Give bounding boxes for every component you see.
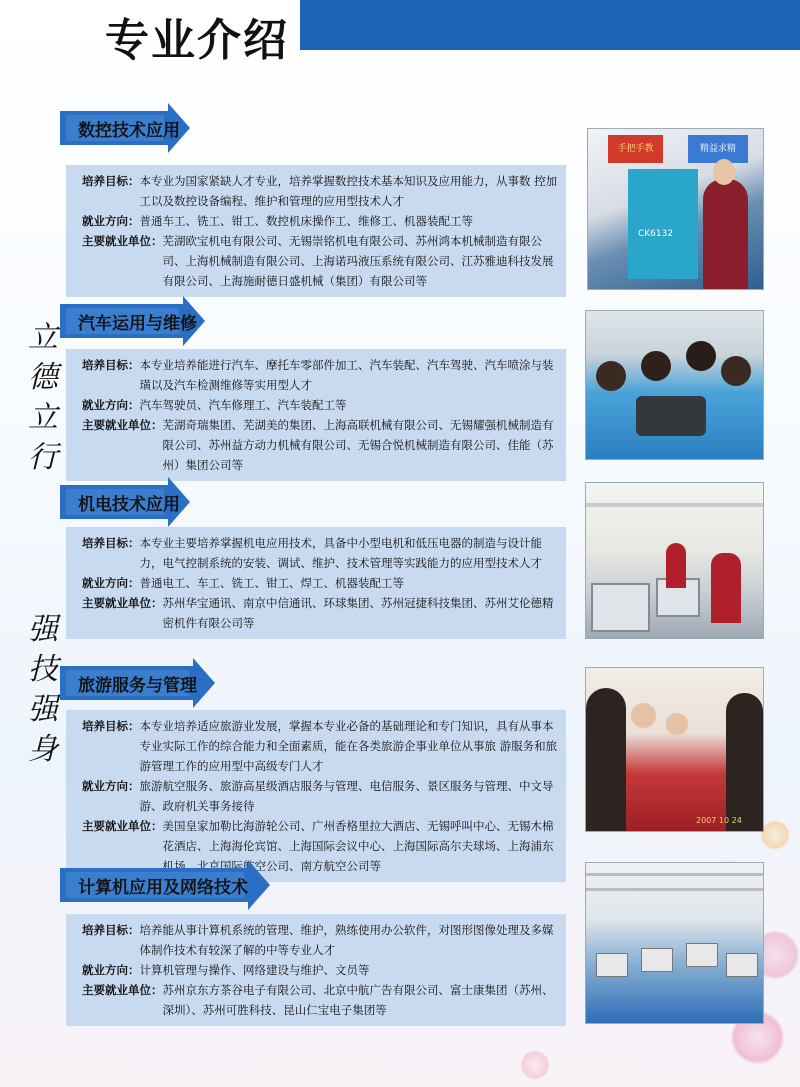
direction-text: 普通电工、车工、铣工、钳工、焊工、机器装配工等 [139, 576, 404, 590]
goal-text: 本专业培养能进行汽车、摩托车零部件加工、汽车装配、汽车驾驶、汽车喷涂与装璜以及汽车检测维修等实用型人才 [139, 358, 554, 392]
photo-tourism-class [585, 667, 764, 832]
engine [636, 396, 706, 436]
employers-text: 美国皇家加勒比海游轮公司、广州香格里拉大酒店、无锡呼叫中心、无锡木棉花酒店、上海海伦宾馆、上海国际会议中心、上海国际高尔夫球场、上海浦东机场、北京国际航空公司、南方航空公司等 [162, 819, 554, 873]
direction-row [82, 573, 558, 593]
slogan-char: 行 [28, 440, 58, 475]
direction-row [82, 960, 558, 980]
section-tag [60, 658, 215, 706]
goal-row [82, 920, 558, 960]
student [711, 553, 741, 623]
goal-label: 培养目标： [82, 719, 140, 733]
header-bar [300, 0, 800, 50]
section-title: 数控技术应用 [78, 121, 180, 141]
slogan-char: 强 [28, 692, 58, 727]
photo-date: 2007 10 24 [696, 816, 742, 825]
section-title: 汽车运用与维修 [78, 314, 197, 334]
section-mechatronics [60, 477, 580, 652]
student-head [686, 341, 716, 371]
student-head [641, 351, 671, 381]
employers-text: 芜湖欧宝机电有限公司、无锡崇铭机电有限公司、苏州鸿本机械制造有限公司、上海机械制造有限公司、上海诺玛液压系统有限公司、江苏雅迪科技发展有限公司、上海施耐德日盛机械（集团）有限公司等 [162, 234, 554, 288]
employers-label: 主要就业单位： [82, 418, 163, 432]
goal-text: 培养能从事计算机系统的管理、维护，熟练使用办公软件，对图形图像处理及多媒体制作技术有较深了解的中等专业人才 [139, 923, 554, 957]
section-title: 旅游服务与管理 [78, 676, 197, 696]
flower-decoration [520, 1050, 550, 1080]
slogan-char: 立 [28, 320, 58, 355]
slogan-char: 身 [28, 732, 58, 767]
employers-text: 苏州京东方茶谷电子有限公司、北京中航广告有限公司、富士康集团（苏州、深圳）、苏州可胜科技、昆山仁宝电子集团等 [162, 983, 554, 1017]
section-info [66, 527, 566, 639]
cnc-machine-label: CK6132 [638, 229, 674, 239]
direction-label: 就业方向： [82, 398, 140, 412]
direction-text: 计算机管理与操作、网络建设与维护、文员等 [139, 963, 370, 977]
ceiling-light [586, 873, 763, 876]
section-cnc [60, 103, 580, 298]
direction-row [82, 395, 558, 415]
section-computer-network [60, 860, 580, 1030]
direction-label: 就业方向： [82, 576, 140, 590]
section-tag [60, 860, 270, 908]
direction-label: 就业方向： [82, 214, 140, 228]
photo-mechatronics-lab [585, 482, 764, 639]
section-automotive [60, 296, 580, 471]
goal-row [82, 533, 558, 573]
cnc-machine [628, 169, 698, 279]
person-head [631, 703, 656, 728]
employers-row [82, 593, 558, 633]
section-info [66, 165, 566, 297]
direction-text: 汽车驾驶员、汽车修理工、汽车装配工等 [139, 398, 347, 412]
employers-label: 主要就业单位： [82, 596, 163, 610]
slogan-char: 技 [28, 652, 58, 687]
goal-row [82, 716, 558, 776]
photo-sign: 精益求精 [688, 135, 748, 163]
goal-text: 本专业为国家紧缺人才专业，培养掌握数控技术基本知识及应用能力，从事数 控加工以及数控设备编程、维护和管理的应用型技术人才 [139, 174, 558, 208]
computer-monitor [686, 943, 718, 967]
computer-monitor [641, 948, 673, 972]
section-info [66, 914, 566, 1026]
section-tag [60, 477, 190, 525]
goal-label: 培养目标： [82, 358, 140, 372]
goal-label: 培养目标： [82, 536, 140, 550]
goal-row [82, 355, 558, 395]
goal-text: 本专业培养适应旅游业发展，掌握本专业必备的基础理论和专门知识，具有从事本专业实际工作的综合能力和全面素质，能在各类旅游企事业单位从事旅 游服务和旅游管理工作的应用型中高级专门人才 [139, 719, 558, 773]
direction-label: 就业方向： [82, 963, 140, 977]
goal-row [82, 171, 558, 211]
computer-monitor [726, 953, 758, 977]
section-info [66, 349, 566, 481]
section-title: 计算机应用及网络技术 [78, 878, 248, 898]
person-head [666, 713, 688, 735]
goal-text: 本专业主要培养掌握机电应用技术，具备中小型电机和低压电器的制造与设计能力，电气控制系统的安装、调试、维护、技术管理等实践能力的应用型技术人才 [139, 536, 542, 570]
section-info [66, 710, 566, 882]
employers-row [82, 231, 558, 291]
flower-decoration [760, 820, 790, 850]
student [666, 543, 686, 588]
goal-label: 培养目标： [82, 174, 140, 188]
person [726, 693, 763, 831]
employers-row [82, 415, 558, 475]
photo-cnc-training [587, 128, 764, 290]
person [586, 688, 626, 831]
student-head [721, 356, 751, 386]
direction-row [82, 776, 558, 816]
lab-monitor [591, 583, 650, 632]
person [703, 179, 748, 289]
photo-computer-lab [585, 862, 764, 1024]
section-title: 机电技术应用 [78, 495, 180, 515]
employers-label: 主要就业单位： [82, 819, 163, 833]
section-tourism [60, 658, 580, 873]
employers-text: 芜湖奇瑞集团、芜湖美的集团、上海高联机械有限公司、无锡耀强机械制造有限公司、苏州益方动力机械有限公司、无锡合悦机械制造有限公司、佳能（苏州）集团公司等 [162, 418, 554, 472]
slogan-char: 强 [28, 612, 58, 647]
section-tag [60, 103, 190, 151]
ceiling-light [586, 503, 763, 507]
employers-label: 主要就业单位： [82, 234, 163, 248]
slogan-char: 德 [28, 360, 58, 395]
photo-automotive-training [585, 310, 764, 460]
direction-row [82, 211, 558, 231]
goal-label: 培养目标： [82, 923, 140, 937]
direction-text: 普通车工、铣工、钳工、数控机床操作工、维修工、机器装配工等 [139, 214, 473, 228]
employers-row [82, 980, 558, 1020]
ceiling-light [586, 888, 763, 891]
person-head [713, 159, 735, 185]
page-title: 专业介绍 [105, 15, 289, 66]
slogan-char: 立 [28, 400, 58, 435]
direction-text: 旅游航空服务、旅游高星级酒店服务与管理、电信服务、景区服务与管理、中文导游、政府机关事务接待 [139, 779, 554, 813]
employers-text: 苏州华宝通讯、南京中信通讯、环球集团、苏州冠捷科技集团、苏州艾伦德精密机件有限公司等 [162, 596, 554, 630]
student-head [596, 361, 626, 391]
photo-sign: 手把手教 [608, 135, 663, 163]
computer-monitor [596, 953, 628, 977]
employers-label: 主要就业单位： [82, 983, 163, 997]
section-tag [60, 296, 205, 344]
direction-label: 就业方向： [82, 779, 140, 793]
